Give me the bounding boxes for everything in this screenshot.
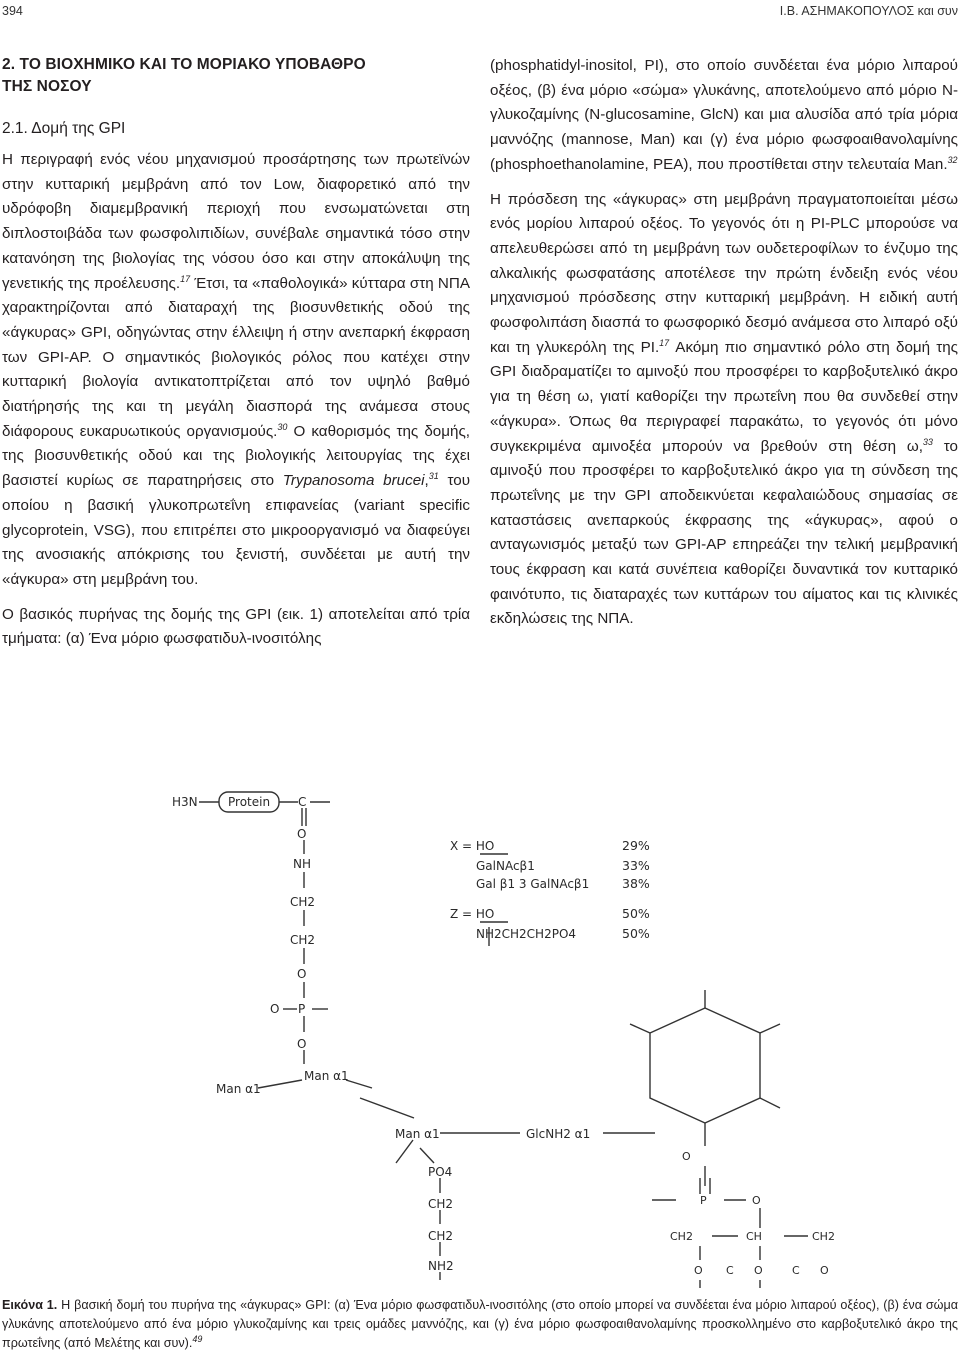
z-row-1-label: Z = HO xyxy=(450,907,495,921)
right-paragraph-1 xyxy=(490,54,958,178)
left-paragraph-2: Ο βασικός πυρήνας της δομής της GPI (εικ. 1) αποτελείται από τρία τμήματα: (α) Ένα μόριο φωσφατιδυλ-ινοσιτόλης xyxy=(2,605,470,648)
lipid-p: P xyxy=(700,1194,707,1207)
x-row-3-label: Gal β1 3 GalNAcβ1 xyxy=(476,877,590,891)
left-paragraph-1: Η περιγραφή ενός νέου μηχανισμού προσάρτησης των πρωτεϊνών στην κυτταρική μεμβράνη από τον Low, διαφορετικό από την υδρόφοβη διαμεμβρανική περιοχή που ενσωματώνεται στη διπλοστοιβάδα των φωσφολιπιδίων, συνέβαλε σημαντικά τόσο στην κατανόηση της βιολογίας της νόσου όσο και στην αποκάλυψη της γενετικής της προέλευσης.$^{17}$ Έτσι, τα «παθολογικά» κύτταρα στη ΝΠΑ χαρακτηρίζονται από διαταραχή της βιοσυνθετικής οδού της «άγκυρας» GPI, οδηγώντας στην έλλειψη ή στην ανεπαρκή έκφραση των GPI-AP. Ο σημαντικός βιολογικός ρόλος που κατέχει στην κυτταρική βιολογία αντικατοπτρίζεται από τον υψηλό βαθμό διατήρησής της και τη μεγάλη διασπορά της ανάμεσα στους διάφορους ευκαρυωτικούς οργανισμούς.$^{30}$ Ο καθορισμός της δομής, της βιοσυνθετικής οδού και της βιολογικής λειτουργίας της έχει βασιστεί κυρίως σε παρατηρήσεις στο Trypanosoma brucei,$^{31}$ του οποίου η βασική γλυκοπρωτεΐνη επιφανείας (variant specific glycoprotein, VSG), που επιτρέπει στο μικροοργανισμό να διαφεύγει της ανοσιακής απόκρισης του ξενιστή, συνδέεται με αυτή την «άγκυρα» στη μεμβράνη του. xyxy=(2,151,470,588)
glycan-glcnh2: GlcNH2 α1 xyxy=(526,1127,591,1141)
section-title xyxy=(2,54,470,98)
section-title-line1: 2. ΤΟ ΒΙΟΧΗΜΙΚΟ ΚΑΙ ΤΟ ΜΟΡΙΑΚΟ ΥΠΟΒΑΘΡΟ xyxy=(2,56,366,73)
citation: 31 xyxy=(428,471,439,482)
glycan-man-1: Man α1 xyxy=(216,1082,261,1096)
text-run: Ακόμη πιο σημαντικό ρόλο στη δομή της GPI διαδραματίζει το αμινοξύ που προσφέρει το καρβοξυτελικό άκρο για τη θέση ω, γιατί καθορίζει την πρωτεΐνη που θα συνδεθεί στην «άγκυρα». Όπως θα περιγραφεί παρακάτω, το γεγονός ότι μόνο συγκεκριμένα αμινοξέα μπορούν να βρεθούν στη θέση ω, xyxy=(490,338,958,455)
right-paragraph-2 xyxy=(490,188,958,633)
chem-protein: Protein xyxy=(228,795,271,809)
chem-nh: NH xyxy=(293,857,311,871)
right-column xyxy=(490,54,958,632)
subsection-title: 2.1. Δομή της GPI xyxy=(2,120,126,137)
x-row-1-pct: 29% xyxy=(622,838,650,853)
x-row-2-label: GalNAcβ1 xyxy=(476,859,535,873)
citation: 30 xyxy=(277,421,288,432)
chem-o-c: O xyxy=(270,1002,280,1016)
lipid-ch: CH xyxy=(746,1230,762,1243)
text-run: Η πρόσδεση της «άγκυρας» στη μεμβράνη πραγματοποιείται μέσω ενός μορίου λιπαρού οξέος. Το γεγονός ότι η PI-PLC μπορούσε να απελευθερώσει από τη μεμβράνη των ουδετεροφίλων το ένζυμο της αλκαλικής φωσφατάσης αποτέλεσε την πρώτη ένδειξη ενός νέου μηχανισμού πρόσδεσης στην κυτταρική μεμβράνη. Η ειδική αυτή φωσφολιπάση διασπά το φωσφορικό δεσμό ανάμεσα στο λιπαρό οξύ και τη γλυκερόλη της PI. xyxy=(490,190,958,356)
chem-ch2-a: CH2 xyxy=(290,895,316,909)
text-run: (phosphatidyl-inositol, PI), στο οποίο συνδέεται ένα μόριο λιπαρού οξέος, (β) ένα μόριο «σώμα» γλυκάνης, αποτελούμενο από μόριο N-γλυκοζαμίνης (N-glucosamine, GlcN) και μια αλυσίδα από τρία μόρια μαννόζης (mannose, Man) και (γ) ένα μόριο φωσφοαιθανολαμίνης (phosphoethanolamine, PEA), που προστίθεται στην τελευταία Man. xyxy=(490,57,958,173)
x-row-2-pct: 33% xyxy=(622,858,650,873)
left-column xyxy=(2,54,470,652)
z-row-2-label: NH2CH2CH2PO4 xyxy=(476,927,577,941)
text-run: Έτσι, τα «παθολογικά» κύτταρα στη ΝΠΑ χαρακτηρίζονται από διαταραχή της βιοσυνθετικής οδού της «άγκυρας» GPI, οδηγώντας στην έλλειψη ή στην ανεπαρκή έκφραση των GPI-AP. Ο σημαντικός βιολογικός ρόλος που κατέχει στην κυτταρική βιολογία αντικατοπτρίζεται από τον υψηλό βαθμό διατήρησής της και τη μεγάλη διασπορά της ανάμεσα στους διάφορους ευκαρυωτικούς οργανισμούς. xyxy=(2,274,470,440)
lower-ch2-b: CH2 xyxy=(428,1229,454,1243)
citation: 17 xyxy=(180,273,191,284)
lipid-o-1: O xyxy=(682,1150,691,1163)
z-row-2-pct: 50% xyxy=(622,926,650,941)
glycan-man-3: Man α1 xyxy=(395,1127,440,1141)
x-row-1-label: X = HO xyxy=(450,839,495,853)
text-run: το αμινοξύ που προσφέρει το καρβοξυτελικό άκρο για τη σύνδεση της πρωτεΐνης με την GPI αποδεικνύεται κεφαλαιώδους σημασίας σε καταστάσεις ανεπαρκούς έκφρασης της «άγκυρας», αφού ο ανταγωνισμός μεταξύ των GPI-AP επηρεάζει την τελική μεμβρανική τους έκφραση και κατά συνέπεια καθορίζει δυναντικά τον κυτταρικό φαινότυπο, τις διαταραχές των κυττάρων του αίματος και τις κλινικές εκδηλώσεις της ΝΠΑ. xyxy=(490,437,958,628)
figure-caption xyxy=(2,1296,958,1353)
lipid-c-1: C xyxy=(726,1264,734,1277)
citation: 33 xyxy=(922,436,933,447)
caption-citation: 49 xyxy=(192,1333,203,1344)
lower-po4: PO4 xyxy=(428,1165,453,1179)
species-name: Trypanosoma brucei xyxy=(282,472,425,490)
chem-o-d: O xyxy=(297,1037,307,1051)
section-title-line2: ΤΗΣ ΝΟΣΟΥ xyxy=(2,78,92,95)
chem-h3n: H3N xyxy=(172,795,198,809)
lipid-o-2: O xyxy=(752,1194,761,1207)
caption-label: Εικόνα 1. xyxy=(2,1298,58,1312)
lipid-ch2-b: CH2 xyxy=(812,1230,835,1243)
citation: 17 xyxy=(659,337,670,348)
lipid-ch2-a: CH2 xyxy=(670,1230,693,1243)
running-header xyxy=(0,4,960,24)
citation: 32 xyxy=(947,154,958,165)
caption-text: Η βασική δομή του πυρήνα της «άγκυρας» GPI: (α) Ένα μόριο φωσφατιδυλ-ινοσιτόλης (στο οποίο μπορεί να συνδέεται ένα μόριο λιπαρού οξέος), (β) ένα σώμα γλυκάνης αποτελούμενο από ένα μόριο γλυκοζαμίνης και τρεις ομάδες μαννόζης, και (γ) ένα μόριο φωσφοαιθανολαμίνης προσκολλημένο στο καρβοξυτελικό άκρο της πρωτεΐνης (από Μελέτης και συν). xyxy=(2,1298,958,1350)
text-run: Ο καθορισμός της δομής, της βιοσυνθετικής οδού και της βιολογικής λειτουργίας της έχει βασιστεί κυρίως σε παρατηρήσεις στο xyxy=(2,422,470,490)
chem-o-b: O xyxy=(297,967,307,981)
lower-nh2: NH2 xyxy=(428,1259,454,1273)
chem-ch2-b: CH2 xyxy=(290,933,316,947)
lower-ch2-a: CH2 xyxy=(428,1197,454,1211)
text-run: του οποίου η βασική γλυκοπρωτεΐνη επιφανείας (variant specific glycoprotein, VSG), που επιτρέπει στο μικροοργανισμό να διαφεύγει της ανοσιακής απόκρισης του ξενιστή, συνδέεται με αυτή την «άγκυρα» στη μεμβράνη του. xyxy=(2,472,470,588)
chem-p: P xyxy=(298,1002,306,1016)
lipid-o-3: O xyxy=(694,1264,703,1277)
gpi-structure-diagram xyxy=(0,768,960,1288)
lipid-o-4: O xyxy=(754,1264,763,1277)
page-number: 394 xyxy=(2,4,23,18)
z-row-1-pct: 50% xyxy=(622,906,650,921)
chem-o: O xyxy=(297,827,307,841)
lipid-c-2: C xyxy=(792,1264,800,1277)
figure-gpi-structure xyxy=(0,768,960,1288)
lipid-o-5: O xyxy=(820,1264,829,1277)
running-authors: Ι.Β. ΑΣΗΜΑΚΟΠΟΥΛΟΣ και συν xyxy=(779,4,958,18)
chem-c: C xyxy=(298,795,307,809)
text-run: Η περιγραφή ενός νέου μηχανισμού προσάρτησης των πρωτεϊνών στην κυτταρική μεμβράνη από τον Low, διαφορετικό από την υδρόφοβη διαμεμβρανική περιοχή που ενσωματώνεται στη διπλοστοιβάδα των φωσφολιπιδίων, συνέβαλε σημαντικά τόσο στην κατανόηση της βιολογίας της νόσου όσο και στην αποκάλυψη της γενετικής της προέλευσης. xyxy=(2,151,470,292)
x-row-3-pct: 38% xyxy=(622,876,650,891)
glycan-man-2: Man α1 xyxy=(304,1069,349,1083)
